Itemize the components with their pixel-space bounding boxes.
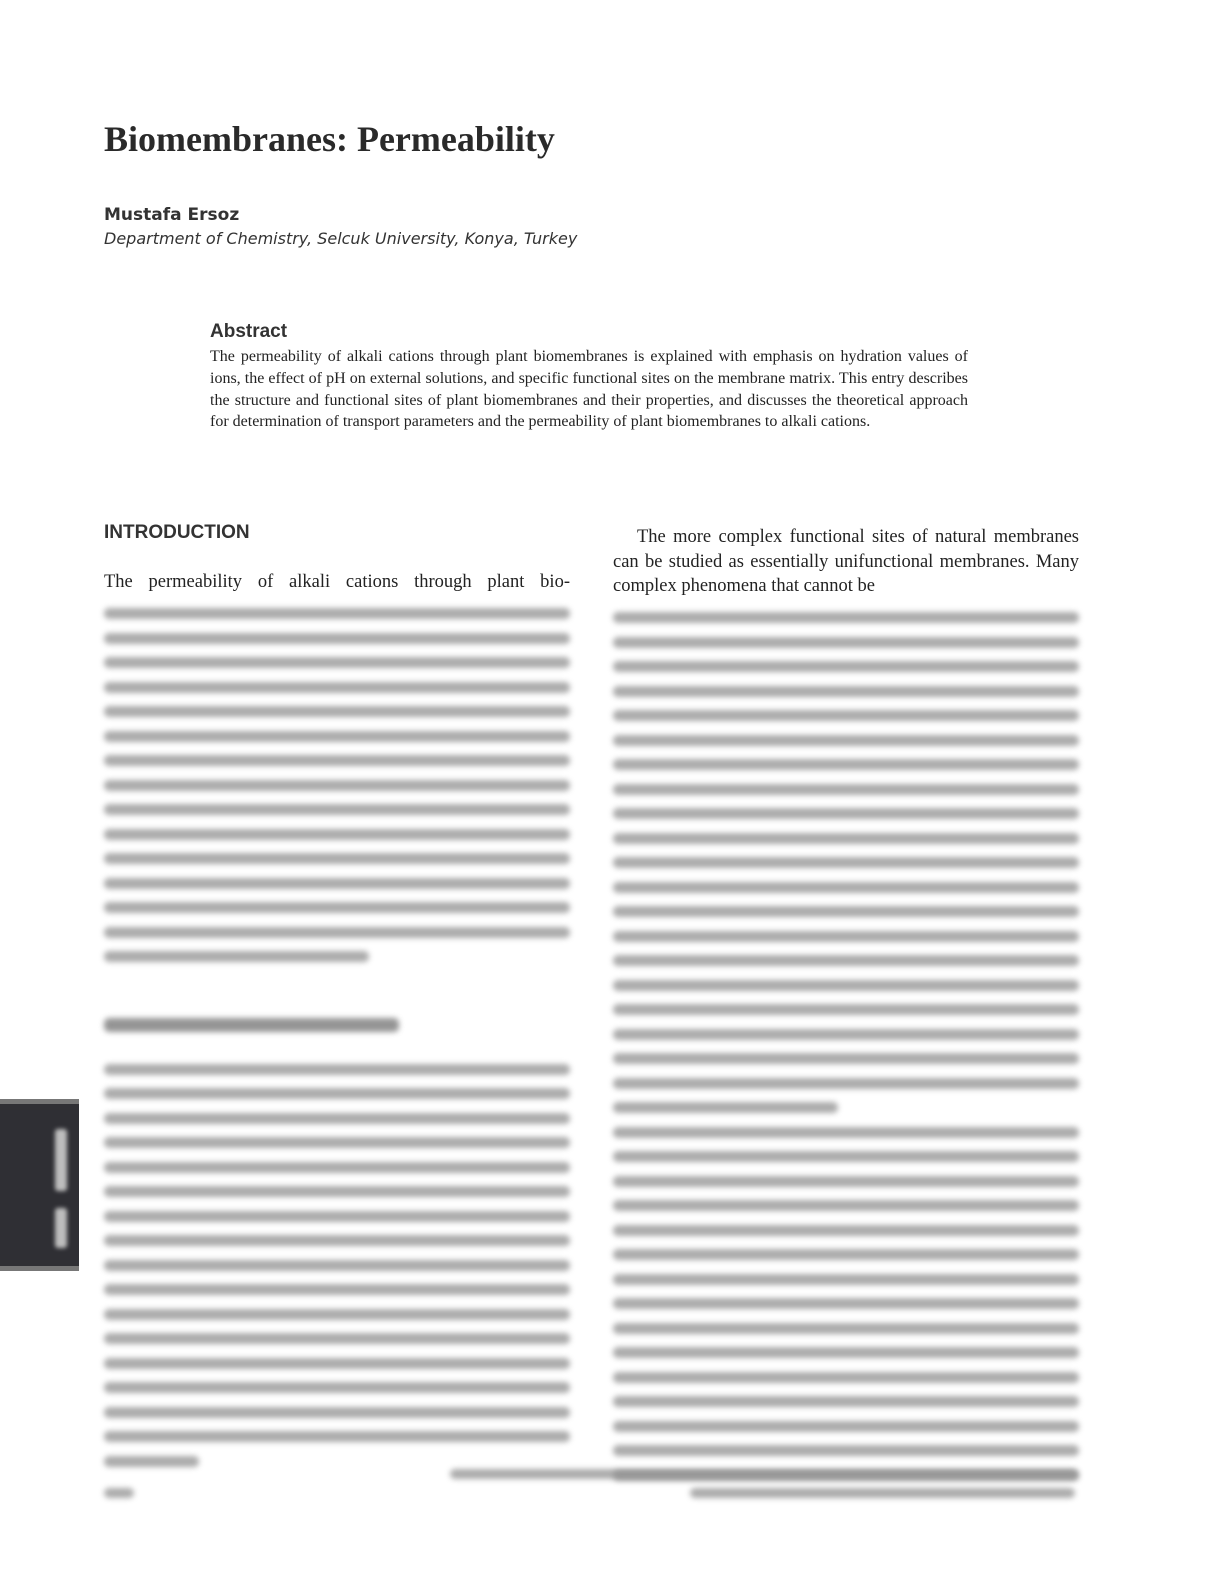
blurred-line [613, 1323, 1079, 1334]
blurred-line [104, 657, 570, 668]
blurred-line [104, 1137, 570, 1148]
blurred-line [613, 1004, 1079, 1015]
blurred-line [104, 878, 570, 889]
abstract-heading: Abstract [210, 321, 288, 342]
page-number [104, 1488, 134, 1498]
introduction-blurred-text [104, 608, 570, 962]
footer-copyright [690, 1488, 1075, 1498]
right-column [613, 525, 1079, 1481]
blurred-line [613, 686, 1079, 697]
right-column-text: The more complex functional sites of natural membranes can be studied as essentially unifunctional membranes. Many complex phenomena that cannot be [613, 527, 1079, 596]
blurred-line [613, 955, 1079, 966]
blurred-line [104, 1456, 199, 1467]
blurred-line [104, 731, 570, 742]
blurred-line [613, 735, 1079, 746]
background-blurred-text [104, 1064, 570, 1467]
left-column [104, 522, 570, 1467]
abstract-section [210, 321, 968, 433]
introduction-heading: INTRODUCTION [104, 522, 250, 543]
blurred-line [613, 1029, 1079, 1040]
blurred-line [613, 1372, 1079, 1383]
side-tab-label [55, 1208, 67, 1248]
blurred-line [613, 1298, 1079, 1309]
blurred-line [104, 1333, 570, 1344]
blurred-line [104, 951, 369, 962]
blurred-line [104, 902, 570, 913]
abstract-text: The permeability of alkali cations through plant biomembranes is explained with emphasis on hydration values of ions, the effect of pH on external solutions, and specific functional sites on the membrane matrix. This entry describes the structure and functional sites of plant biomembranes and their properties, and discusses the theoretical approach for determination of transport parameters and the permeability of plant biomembranes to alkali cations. [210, 348, 968, 431]
blurred-line [104, 682, 570, 693]
blurred-line [613, 1249, 1079, 1260]
blurred-line [613, 1421, 1079, 1432]
blurred-line [104, 1382, 570, 1393]
blurred-section-heading [104, 1018, 399, 1032]
blurred-line [613, 1274, 1079, 1285]
blurred-line [104, 1309, 570, 1320]
blurred-line [104, 1088, 570, 1099]
blurred-line [104, 853, 570, 864]
blurred-line [613, 1151, 1079, 1162]
author-affiliation: Department of Chemistry, Selcuk University, Konya, Turkey [104, 229, 578, 248]
side-tab-label [55, 1129, 67, 1191]
blurred-line [104, 1235, 570, 1246]
blurred-line [613, 612, 1079, 623]
blurred-line [613, 1053, 1079, 1064]
blurred-line [613, 980, 1079, 991]
blurred-line [104, 1211, 570, 1222]
blurred-line [613, 1445, 1079, 1456]
blurred-line [104, 1064, 570, 1075]
blurred-line [104, 1186, 570, 1197]
blurred-line [104, 608, 570, 619]
blurred-line [613, 1102, 838, 1113]
blurred-line [613, 931, 1079, 942]
blurred-line [613, 1200, 1079, 1211]
blurred-line [613, 882, 1079, 893]
blurred-line [104, 804, 570, 815]
blurred-line [104, 1113, 570, 1124]
footer-citation [450, 1469, 1078, 1479]
blurred-line [104, 1431, 570, 1442]
blurred-line [613, 637, 1079, 648]
blurred-line [104, 1260, 570, 1271]
blurred-line [613, 784, 1079, 795]
blurred-line [613, 833, 1079, 844]
blurred-line [104, 1407, 570, 1418]
blurred-line [613, 1347, 1079, 1358]
right-blurred-text [613, 612, 1079, 1481]
blurred-line [613, 906, 1079, 917]
introduction-first-line: The permeability of alkali cations through plant bio- [104, 572, 570, 592]
blurred-line [104, 633, 570, 644]
blurred-line [613, 661, 1079, 672]
side-thumb-tab [0, 1099, 79, 1271]
blurred-line [104, 829, 570, 840]
blurred-line [104, 927, 570, 938]
blurred-line [104, 780, 570, 791]
blurred-line [104, 1358, 570, 1369]
paper-title: Biomembranes: Permeability [104, 119, 555, 159]
blurred-line [613, 1176, 1079, 1187]
blurred-line [613, 808, 1079, 819]
blurred-line [613, 710, 1079, 721]
blurred-line [104, 706, 570, 717]
blurred-line [104, 1284, 570, 1295]
blurred-line [613, 1078, 1079, 1089]
blurred-line [613, 1396, 1079, 1407]
blurred-line [613, 759, 1079, 770]
blurred-line [613, 1225, 1079, 1236]
blurred-line [613, 857, 1079, 868]
blurred-line [104, 755, 570, 766]
author-name: Mustafa Ersoz [104, 205, 240, 225]
blurred-line [613, 1127, 1079, 1138]
blurred-line [104, 1162, 570, 1173]
